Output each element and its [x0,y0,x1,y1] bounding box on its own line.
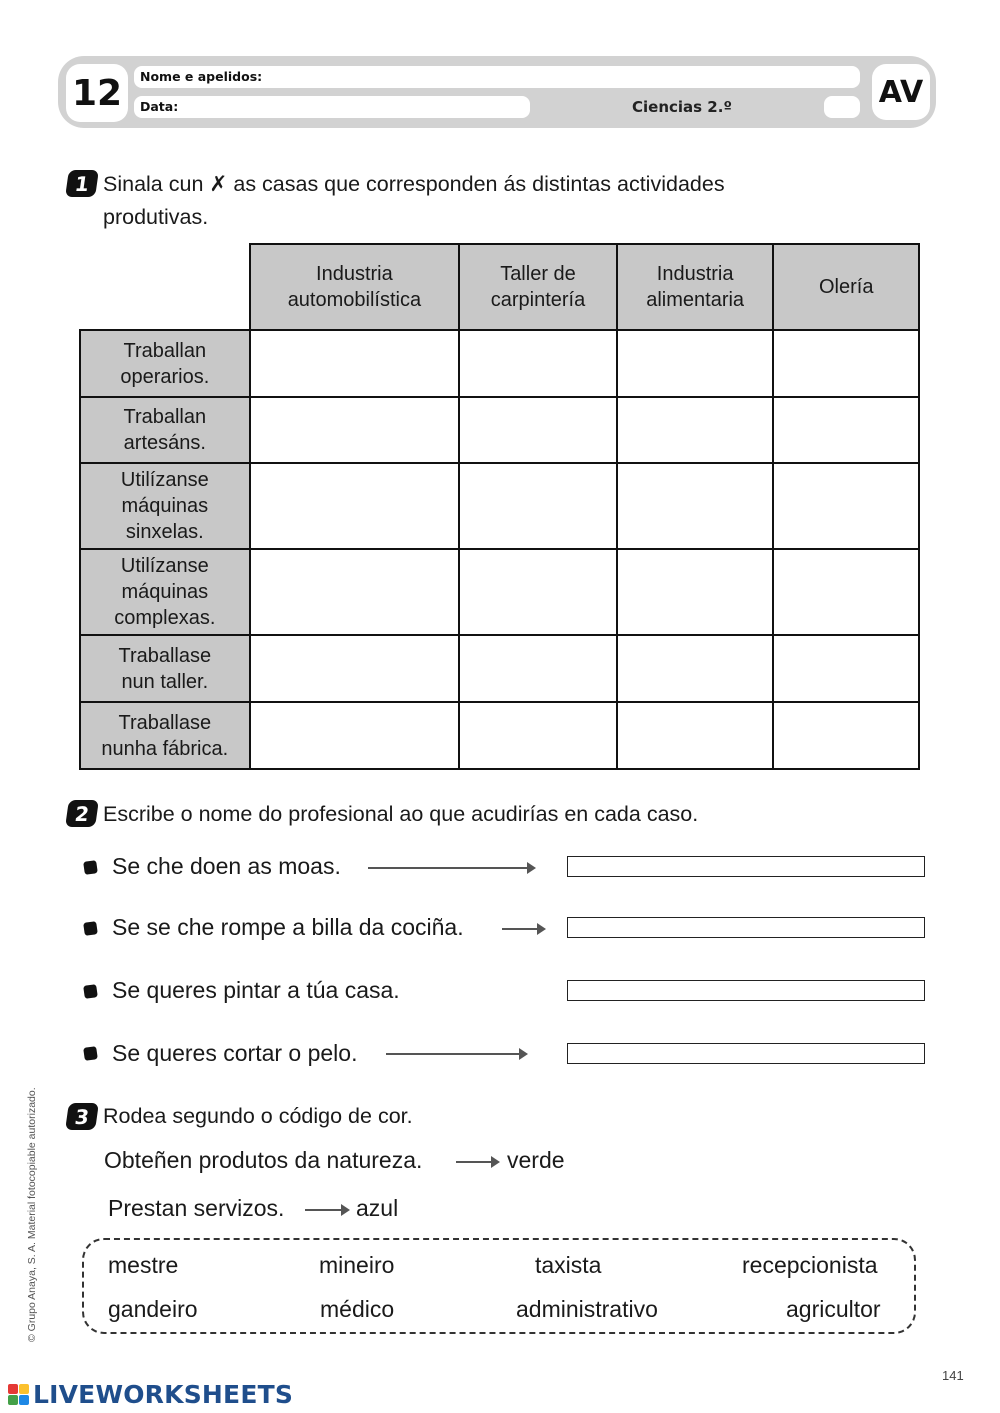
exercise-1-instruction-line2: produtivas. [103,205,209,229]
check-cell[interactable] [250,397,460,463]
row-header-line: operarios. [120,365,210,388]
row-header-line: sinxelas. [125,521,204,543]
word-item[interactable]: taxista [535,1252,602,1278]
word-item[interactable]: gandeiro [108,1296,198,1322]
exercise-1-number: 1 [65,170,99,197]
bullet-icon [83,1046,98,1061]
word-item[interactable]: recepcionista [742,1252,878,1278]
check-cell[interactable] [617,702,774,769]
column-header-line: Taller de [500,263,576,285]
subject-label: Ciencias 2.º [632,98,732,116]
column-header [250,244,460,330]
table-row [80,330,919,397]
brand-name: LIVEWORKSHEETS [33,1380,294,1409]
bullet-icon [83,921,98,936]
row-header-line: nun taller. [121,670,209,693]
check-cell[interactable] [773,635,919,702]
row-header-line: máquinas [121,581,209,603]
question-2-text: Se se che rompe a billa da cociña. [112,914,464,940]
bullet-icon [83,860,98,875]
row-header [80,635,250,702]
brand-logo [8,1380,293,1409]
column-header-line: automobilística [287,289,422,311]
check-cell[interactable] [250,463,460,549]
table-row [80,549,919,635]
date-label: Data: [140,99,179,114]
exercise-3-number: 3 [65,1103,99,1130]
check-cell[interactable] [773,397,919,463]
check-cell[interactable] [617,463,774,549]
brand-squares-icon [8,1384,29,1405]
table-row [80,397,919,463]
check-cell[interactable] [617,635,774,702]
column-header-line: Olería [819,276,874,298]
arrow-icon [502,928,544,930]
check-cell[interactable] [773,702,919,769]
av-badge: AV [872,64,930,120]
check-cell[interactable] [459,330,617,397]
answer-2-input[interactable] [567,917,925,938]
check-cell[interactable] [250,635,460,702]
word-item[interactable]: agricultor [786,1296,881,1322]
word-item[interactable]: mestre [108,1252,179,1278]
activities-table [79,243,920,770]
check-cell[interactable] [617,397,774,463]
question-3-text: Se queres pintar a túa casa. [112,977,400,1003]
extra-field[interactable] [824,96,860,118]
table-row [80,463,919,549]
check-cell[interactable] [459,702,617,769]
row-header-line: Utilízanse [120,555,209,577]
row-header-line: Traballase [118,644,212,667]
copyright-text: © Grupo Anaya, S. A. Material fotocopiable autorizado. [26,1087,38,1342]
row-header [80,330,250,397]
check-cell[interactable] [250,702,460,769]
check-cell[interactable] [617,549,774,635]
row-header [80,549,250,635]
row-header-line: Traballase [118,711,212,734]
row-header-line: máquinas [121,495,209,517]
column-header [617,244,774,330]
check-cell[interactable] [459,397,617,463]
check-cell[interactable] [459,635,617,702]
row-header-line: Traballan [123,339,207,362]
check-cell[interactable] [459,463,617,549]
table-row [80,702,919,769]
answer-4-input[interactable] [567,1043,925,1064]
question-4-text: Se queres cortar o pelo. [112,1040,358,1066]
column-header-line: alimentaria [646,289,745,311]
row-header [80,397,250,463]
check-cell[interactable] [250,549,460,635]
column-header [773,244,919,330]
column-header-line: carpintería [490,289,586,311]
arrow-icon [305,1209,348,1211]
exercise-2-number: 2 [65,800,99,827]
table-row [80,635,919,702]
arrow-icon [368,867,534,869]
check-cell[interactable] [617,330,774,397]
row-header [80,463,250,549]
exercise-3-instruction: Rodea segundo o código de cor. [103,1104,413,1128]
exercise-2-instruction: Escribe o nome do profesional ao que acudirías en cada caso. [103,802,699,826]
check-cell[interactable] [250,330,460,397]
answer-3-input[interactable] [567,980,925,1001]
code-line-1-color: verde [507,1147,565,1173]
row-header-line: Traballan [123,406,207,428]
row-header-line: Utilízanse [120,469,209,491]
arrow-icon [386,1053,526,1055]
arrow-icon [456,1161,498,1163]
check-cell[interactable] [773,330,919,397]
check-cell[interactable] [773,549,919,635]
exercise-1-instruction-line1: Sinala cun ✗ as casas que corresponden ás distintas actividades [103,172,725,196]
name-label: Nome e apelidos: [140,69,263,84]
column-header-line: Industria [316,263,393,285]
question-1-text: Se che doen as moas. [112,853,341,879]
code-line-1-text: Obteñen produtos da natureza. [104,1147,423,1173]
answer-1-input[interactable] [567,856,925,877]
bullet-icon [83,984,98,999]
word-item[interactable]: mineiro [319,1252,395,1278]
word-item[interactable]: administrativo [516,1296,658,1322]
word-item[interactable]: médico [320,1296,395,1322]
code-line-2-color: azul [356,1195,399,1221]
check-cell[interactable] [459,549,617,635]
column-header [459,244,617,330]
check-cell[interactable] [773,463,919,549]
row-header-line: artesáns. [123,432,206,454]
row-header-line: nunha fábrica. [101,737,229,760]
code-line-2-text: Prestan servizos. [108,1195,285,1221]
page-number: 141 [942,1368,964,1383]
date-field[interactable] [134,96,530,118]
column-header-line: Industria [656,263,734,285]
row-header [80,702,250,769]
unit-number: 12 [66,64,128,122]
row-header-line: complexas. [114,607,216,629]
table-corner [80,244,250,330]
